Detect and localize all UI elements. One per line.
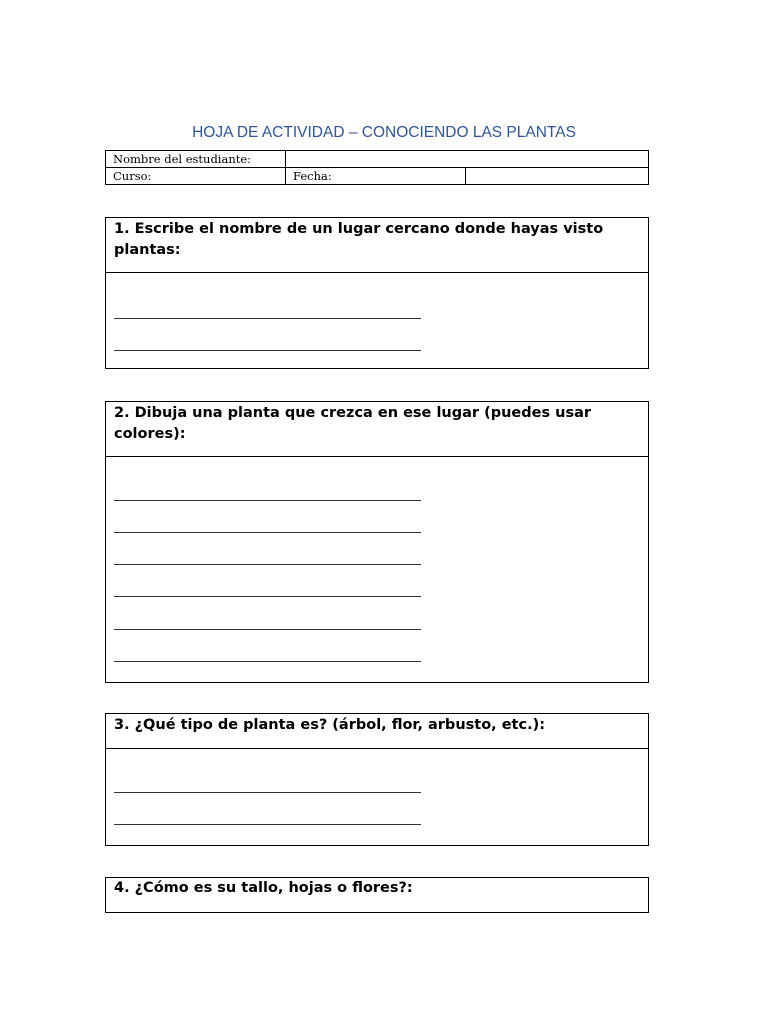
answer-line[interactable] <box>114 350 421 351</box>
course-label[interactable]: Curso: <box>106 168 286 185</box>
student-row <box>106 151 649 168</box>
answer-line[interactable] <box>114 629 421 630</box>
question-2-box <box>105 401 649 683</box>
date-field[interactable] <box>466 168 649 185</box>
question-2-text: 2. Dibuja una planta que crezca en ese lugar (puedes usar colores): <box>106 402 648 457</box>
question-3-text: 3. ¿Qué tipo de planta es? (árbol, flor, arbusto, etc.): <box>106 714 648 749</box>
answer-line[interactable] <box>114 792 421 793</box>
question-3-box <box>105 713 649 846</box>
course-row <box>106 168 649 185</box>
answer-line[interactable] <box>114 596 421 597</box>
student-info-table <box>105 150 649 185</box>
answer-line[interactable] <box>114 500 421 501</box>
question-1-text: 1. Escribe el nombre de un lugar cercano donde hayas visto plantas: <box>106 218 648 273</box>
question-4-text: 4. ¿Cómo es su tallo, hojas o flores?: <box>114 880 413 896</box>
answer-line[interactable] <box>114 318 421 319</box>
student-name-field[interactable] <box>286 151 649 168</box>
answer-line[interactable] <box>114 532 421 533</box>
date-label[interactable]: Fecha: <box>286 168 466 185</box>
question-4-box <box>105 877 649 913</box>
answer-line[interactable] <box>114 564 421 565</box>
student-name-label: Nombre del estudiante: <box>106 151 286 168</box>
page-title: HOJA DE ACTIVIDAD – CONOCIENDO LAS PLANTAS <box>192 124 576 141</box>
answer-line[interactable] <box>114 824 421 825</box>
question-1-box <box>105 217 649 369</box>
answer-line[interactable] <box>114 661 421 662</box>
